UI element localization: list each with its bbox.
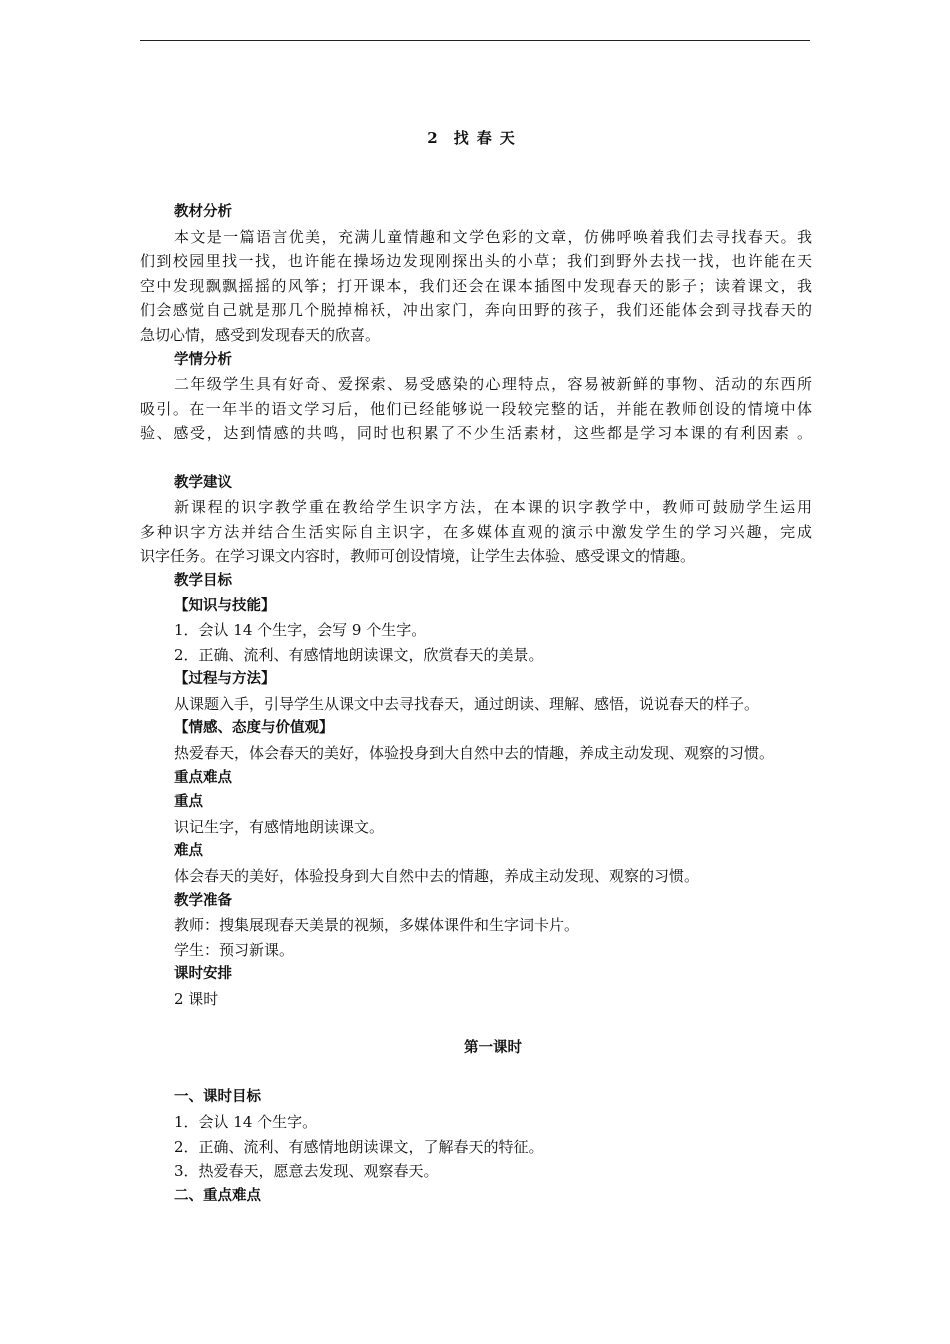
section-heading-schedule: 课时安排 [174,966,232,983]
first-lesson-key-heading: 二、重点难点 [174,1187,261,1204]
lesson-title-text: 找春天 [453,129,523,147]
first-lesson-heading: 第一课时 [464,1040,522,1057]
list-item: 1．会认 14 个生字。 [174,1112,318,1131]
list-item: 2．正确、流利、有感情地朗读课文，欣赏春天的美景。 [174,645,544,664]
paragraph-line: 二年级学生具有好奇、爱探索、易受感染的心理特点，容易被新鲜的事物、活动的东西所 [174,375,812,394]
key-text: 识记生字，有感情地朗读课文。 [174,817,385,836]
document-body [140,200,812,1208]
paragraph-line: 吸引。在一年半的语文学习后，他们已经能够说一段较完整的话，并能在教师创设的情境中体 [140,399,812,418]
list-item: 1．会认 14 个生字，会写 9 个生字。 [174,621,427,640]
paragraph-line: 多种识字方法并结合生活实际自主识字，在多媒体直观的演示中激发学生的学习兴趣，完成 [140,522,812,541]
objectives-heading: 一、课时目标 [174,1089,261,1106]
subheading-knowledge: 【知识与技能】 [174,597,276,614]
subheading-process: 【过程与方法】 [174,671,276,688]
paragraph-line: 们会感觉自己就是那几个脱掉棉袄，冲出家门，奔向田野的孩子，我们还能体会到寻找春天的 [140,301,812,320]
section-heading-preparation: 教学准备 [174,892,232,909]
schedule-text: 2 课时 [174,990,219,1008]
emotion-text: 热爱春天，体会春天的美好，体验投身到大自然中去的情趣，养成主动发现、观察的习惯。 [174,744,775,763]
section-heading-suggestion: 教学建议 [174,474,232,491]
paragraph-line: 们到校园里找一找，也许能在操场边发现刚探出头的小草；我们到野外去找一找，也许能在天 [140,252,812,271]
section-heading-key-points: 重点难点 [174,769,232,786]
lesson-title [0,127,950,148]
spacer [140,446,812,471]
student-preparation: 学生：预习新课。 [174,940,295,959]
spacer [140,1061,812,1086]
paragraph-line: 新课程的识字教学重在教给学生识字方法，在本课的识字教学中，教师可鼓励学生运用 [174,498,812,517]
subheading-emotion: 【情感、态度与价值观】 [174,720,334,737]
lesson-number: 2 [427,129,440,147]
section-heading-material: 教材分析 [174,204,232,220]
process-text: 从课题入手，引导学生从课文中去寻找春天，通过朗读、理解、感悟，说说春天的样子。 [174,694,760,713]
subheading-key: 重点 [174,794,203,811]
teacher-preparation: 教师：搜集展现春天美景的视频，多媒体课件和生字词卡片。 [174,916,580,935]
subheading-difficult: 难点 [174,843,203,860]
section-heading-learners: 学情分析 [174,351,232,368]
header-rule [140,40,810,41]
spacer [140,1012,812,1037]
difficult-text: 体会春天的美好，体验投身到大自然中去的情趣，养成主动发现、观察的习惯。 [174,867,700,886]
paragraph-line: 空中发现飘飘摇摇的风筝；打开课本，我们还会在课本插图中发现春天的影子；读着课文，我 [140,276,812,295]
list-item: 2．正确、流利、有感情地朗读课文，了解春天的特征。 [174,1137,544,1156]
paragraph-line: 识字任务。在学习课文内容时，教师可创设情境，让学生去体验、感受课文的情趣。 [140,547,696,566]
paragraph-line: 验、感受，达到情感的共鸣，同时也积累了不少生活素材，这些都是学习本课的有利因素 。 [140,424,812,443]
section-heading-goals: 教学目标 [174,572,232,589]
list-item: 3．热爱春天，愿意去发现、观察春天。 [174,1162,439,1181]
paragraph-line: 本文是一篇语言优美，充满儿童情趣和文学色彩的文章，仿佛呼唤着我们去寻找春天。我 [174,227,812,246]
paragraph-line: 急切心情，感受到发现春天的欣喜。 [140,325,381,344]
